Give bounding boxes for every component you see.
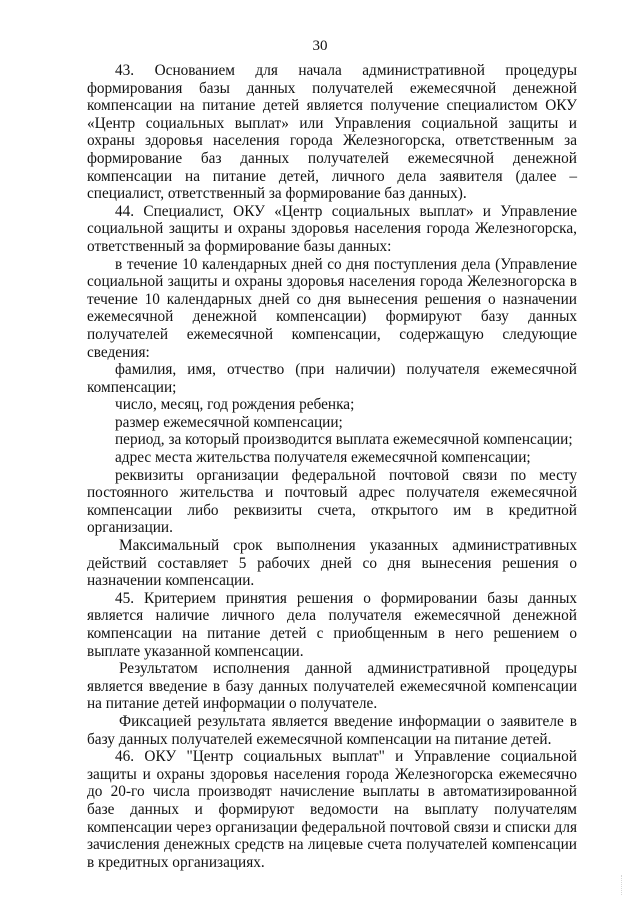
list-item-payment-period: период, за который производится выплата ежемесячной компенсации; [115, 431, 573, 449]
list-item-full-name: фамилия, имя, отчество (при наличии) получателя ежемесячной компенсации; [87, 361, 577, 396]
list-item-birth-date: число, месяц, год рождения ребенка; [115, 396, 355, 414]
paragraph-fixation: Фиксацией результата является введение информации о заявителе в базу данных получателей ежемесячной компенсации на питание детей. [87, 712, 577, 748]
list-item-residence-address: адрес места жительства получателя ежемесячной компенсации; [115, 449, 531, 467]
paragraph-43: 43. Основанием для начала административной процедуры формирования базы данных получателей ежемесячной денежной компенсации на питание детей является получение специалистом ОКУ «Центр социальных выплат» или Управления социальной защиты и охраны здоровья населения города Железногорска, ответственным за формирование баз данных получателей ежемесячной денежной компенсации на питание детей, личного дела заявителя (далее – специалист, ответственный за формирование баз данных). [87, 62, 577, 203]
list-item-compensation-amount: размер ежемесячной компенсации; [115, 413, 343, 431]
document-body [87, 62, 577, 871]
paragraph-44-timeline: в течение 10 календарных дней со дня поступления дела (Управление социальной защиты и охраны здоровья населения города Железногорска в течение 10 календарных дней со дня вынесения решения о назначении ежемесячной денежной компенсации) формируют базу данных получателей ежемесячной компенсации, содержащую следующие сведения: [87, 255, 577, 361]
page-number: 30 [312, 38, 328, 54]
paragraph-45: 45. Критерием принятия решения о формировании базы данных является наличие личного дела получателя ежемесячной денежной компенсации на питание детей с приобщенным в него решением о выплате указанной компенсации. [87, 589, 577, 660]
paragraph-44: 44. Специалист, ОКУ «Центр социальных выплат» и Управление социальной защиты и охраны здоровья населения города Железногорска, ответственный за формирование базы данных: [87, 202, 577, 255]
scan-edge-mark [621, 875, 636, 895]
paragraph-max-duration: Максимальный срок выполнения указанных административных действий составляет 5 рабочих дней со дня вынесения решения о назначении компенсации. [87, 537, 577, 590]
list-item-payment-details: реквизиты организации федеральной почтовой связи по месту постоянного жительства и почтовый адрес получателя ежемесячной компенсации либо реквизиты счета, открытого им в кредитной организации. [87, 466, 577, 537]
paragraph-result: Результатом исполнения данной административной процедуры является введение в базу данных получателей ежемесячной компенсации на питание детей информации о получателе. [87, 660, 577, 713]
paragraph-46: 46. ОКУ "Центр социальных выплат" и Управление социальной защиты и охраны здоровья населения города Железногорска ежемесячно до 20-го числа производят начисление выплаты в автоматизированной базе данных и формируют ведомости на выплату получателям компенсации через организации федеральной почтовой связи и списки для зачисления денежных средств на лицевые счета получателей компенсации в кредитных организациях. [87, 748, 577, 871]
